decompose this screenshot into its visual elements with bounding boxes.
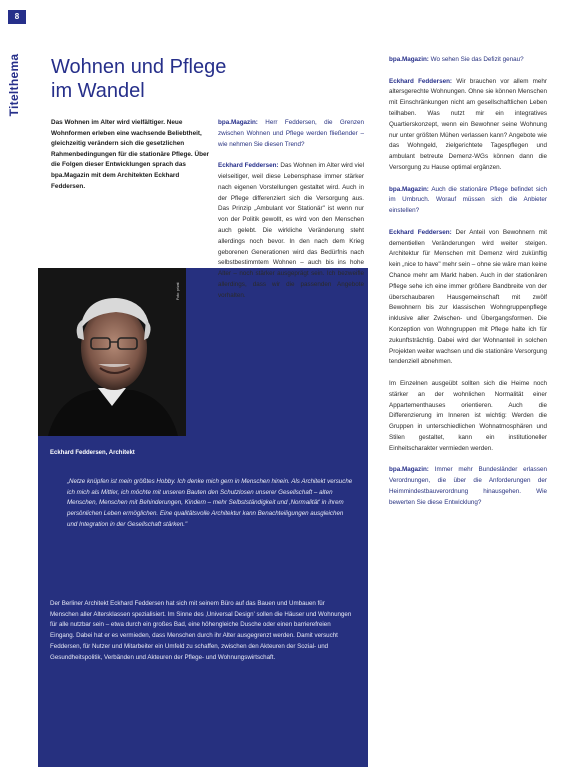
quote-text: „Netze knüpfen ist mein größtes Hobby. Ich denke mich gern in Menschen hinein. Als Architekt versuche ich mich als Mittler, ich möchte mit unseren Bauten den Schutzlosen unserer Gesellschaft – alten Menschen, Menschen mit Behinderungen, Kindern – mehr Selbstständigkeit und ‚Normalität' in ihrem persönlichen Leben ermöglichen. Eine qualitätsvolle Architektur kann Benachteiligungen ausgleichen und Integration in der Gesellschaft stärken."	[67, 478, 353, 528]
speaker-label: Eckhard Feddersen:	[218, 162, 279, 170]
interview-column-middle	[218, 118, 364, 312]
question-text: Immer mehr Bundesländer erlassen Verordnungen, die über die Anforderungen der Heimmindestbauverordnung hinausgehen. Wie bewerten Sie diese Entwicklung?	[389, 466, 547, 506]
answer-text: Wir brauchen vor allem mehr altersgerechte Wohnungen. Ohne sie können Menschen mit Einschränkungen nicht am gesellschaftlichen Leben teilhaben. Was nutzt mir ein integratives Quartierskonzept, wenn ein Bewohner seine Wohnung nur unter größten Mühen verlassen kann? Angebote wie das Wohngeld, zielgerichtete Tagespflegen und ambulant betreute Demenz-WGs können dann die Versorgung zu Hause optimal ergänzen.	[389, 77, 548, 171]
question-1	[218, 118, 364, 150]
speaker-label: Eckhard Feddersen:	[389, 77, 453, 85]
speaker-label: Eckhard Feddersen:	[389, 228, 452, 236]
question-text: Wo sehen Sie das Defizit genau?	[430, 56, 524, 63]
section-label	[1, 40, 27, 130]
question-3	[389, 185, 547, 217]
speaker-label: bpa.Magazin:	[389, 56, 429, 63]
answer-2	[389, 77, 547, 174]
photo-credit: Foto: privat	[176, 282, 180, 300]
speaker-label: bpa.Magazin:	[389, 466, 429, 474]
question-text: Auch die stationäre Pflege befindet sich im Umbruch. Worauf müssen sich die Anbieter einstellen?	[389, 185, 547, 215]
question-text: Herr Feddersen, die Grenzen zwischen Wohnen und Pflege werden fließender – wie nehmen Sie diesen Trend?	[218, 119, 365, 148]
portrait-photo	[38, 268, 186, 436]
photo-caption: Eckhard Feddersen, Architekt	[50, 450, 135, 456]
interview-column-right	[389, 55, 547, 519]
speaker-label: bpa.Magazin:	[218, 119, 258, 126]
answer-text: Der Anteil von Bewohnern mit dementiellen Veränderungen wird weiter steigen. Architektur für Menschen mit Demenz wird zukünftig kein „nice to have" mehr sein – ohne sie wäre man keine Chance mehr am Markt haben. Auch in der stationären Pflege sehe ich eine immer größere Bandbreite von der überschaubaren Hausgemeinschaft mit zwölf Bewohnern bis zur klassischen Wohngruppenpflege inklusive aller Zwischen- und Übergangsformen. Die Konzeption von Wohngruppen mit Pflege halte ich für zukunftsträchtig. Dabei wird der Wohnanteil in solchen Projekten weiter wachsen und die stationäre Versorgung tendenziell abnehmen.	[389, 228, 547, 366]
intro-text: Das Wohnen im Alter wird vielfältiger. Neue Wohnformen erleben eine wachsende Beliebtheit, gleichzeitig verändern sich die gesetzlichen Rahmenbedingungen für die stationäre Pflege. Über die Folgen dieser Entwicklungen sprach das bpa.Magazin mit dem Architekten Eckhard Feddersen.	[51, 119, 210, 190]
section-label-text: Titelthema	[7, 53, 21, 117]
answer-1	[218, 161, 364, 301]
page-title	[51, 55, 231, 103]
page-number: 8	[8, 10, 26, 24]
title-line-2: im Wandel	[51, 80, 145, 102]
answer-text: Das Wohnen im Alter wird viel vielseitiger, weil diese Lebensphase immer stärker nach eigenen Vorstellungen gestaltet wird. Auch in der Pflege differenziert sich die Versorgung aus. Das Prinzip „Ambulant vor Stationär" ist wenn nur von der Politik gewollt, es wird von den Menschen auch gelebt. Die wirkliche Veränderung steht allerdings noch bevor. In den nach dem Krieg geborenen Generationen wird das Bedürfnis nach selbstbestimmtem Wohnen – auch bis ins hohe Alter – noch stärker ausgeprägt sein. Ich bezweifle allerdings, dass wir die passenden Angebote vorhalten.	[218, 162, 365, 299]
question-2	[389, 55, 547, 66]
answer-3	[389, 228, 547, 368]
bio-text: Der Berliner Architekt Eckhard Feddersen hat sich mit seinem Büro auf das Bauen und Umbauen für Menschen aller Altersklassen spezialisiert. Im Sinne des ‚Universal Design' sollen die Häuser und Wohnungen für alle nutzbar sein – etwa durch ein großes Bad, eine höhengleiche Dusche oder einen barrierefreien Eingang. Dabei hat er es vermieden, dass Menschen durch ihr Alter ausgegrenzt werden. Damit versucht Feddersen, für Nutzer und Mitarbeiter ein Umfeld zu schaffen, zwischen den Akteuren der Sozial- und Gesundheitspolitik, Verbänden und Akteuren der Pflege- und Wohnungswirtschaft.	[50, 600, 352, 661]
answer-3-continued: Im Einzelnen ausgeübt sollten sich die Heime noch stärker an der wohnlichen Normalität einer Appartementhauses orientieren. Auch die Differenzierung im Inneren ist wichtig: Werden die Gruppen in unterschiedlichen Wohnatmosphären und Stilen gestaltet, kann ein institutioneller Einheitscharakter vermieden werden.	[389, 379, 547, 452]
title-line-1: Wohnen und Pflege	[51, 56, 227, 78]
speaker-label: bpa.Magazin:	[389, 185, 429, 193]
question-4	[389, 465, 547, 508]
